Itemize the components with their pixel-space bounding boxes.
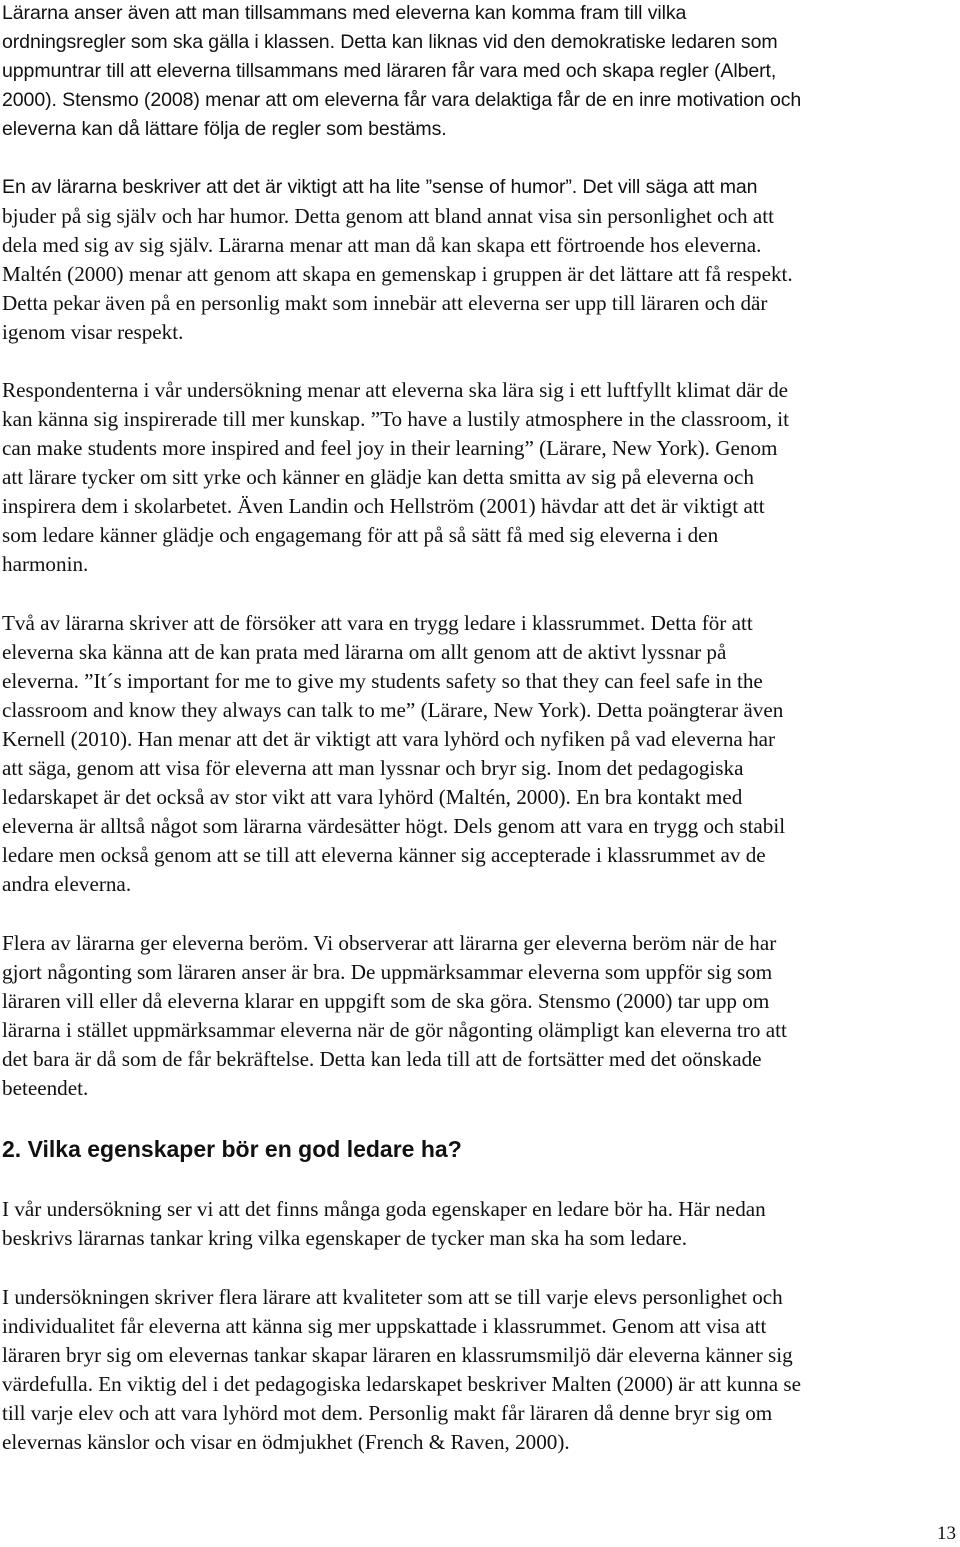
- text-line: harmonin.: [2, 552, 89, 576]
- text-line: värdefulla. En viktig del i det pedagogiska ledarskapet beskriver Malten (2000) är att kunna se: [2, 1372, 801, 1396]
- text-line: ledarskapet är det också av stor vikt att vara lyhörd (Maltén, 2000). En bra kontakt med: [2, 785, 743, 809]
- paragraph-1: [2, 0, 958, 144]
- text-line: Kernell (2010). Han menar att det är viktigt att vara lyhörd och nyfiken på vad eleverna har: [2, 727, 776, 751]
- text-line: 2000). Stensmo (2008) menar att om eleverna får vara delaktiga får de en inre motivation och: [2, 89, 802, 111]
- text-line: gjort någonting som läraren anser är bra. De uppmärksammar eleverna som uppför sig som: [2, 960, 773, 984]
- text-line: Lärarna anser även att man tillsammans med eleverna kan komma fram till vilka: [2, 2, 687, 24]
- paragraph-3: [2, 376, 958, 579]
- text-line: I undersökningen skriver flera lärare att kvaliteter som att se till varje elevs personlighet och: [2, 1285, 783, 1309]
- text-line: ledare men också genom att se till att eleverna känner sig accepterade i klassrummet av de: [2, 843, 766, 867]
- text-line: En av lärarna beskriver att det är viktigt att ha lite ”sense of humor”. Det vill säga att man: [2, 176, 758, 198]
- text-line: läraren bryr sig om elevernas tankar skapar läraren en klassrumsmiljö där eleverna känner sig: [2, 1343, 793, 1367]
- text-line: Detta pekar även på en personlig makt som innebär att eleverna ser upp till läraren och där: [2, 291, 768, 315]
- text-line: ordningsregler som ska gälla i klassen. Detta kan liknas vid den demokratiske ledaren som: [2, 31, 778, 53]
- text-line: att säga, genom att visa för eleverna att man lyssnar och bryr sig. Inom det pedagogiska: [2, 756, 744, 780]
- paragraph-6: [2, 1195, 958, 1253]
- text-line: som ledare känner glädje och engagemang för att på så sätt få med sig eleverna i den: [2, 523, 719, 547]
- text-line: bjuder på sig själv och har humor. Detta genom att bland annat visa sin personlighet och att: [2, 204, 775, 228]
- text-line: inspirera dem i skolarbetet. Även Landin och Hellström (2001) hävdar att det är viktigt att: [2, 494, 765, 518]
- text-line: uppmuntrar till att eleverna tillsammans med läraren får vara med och skapa regler (Albert,: [2, 60, 777, 82]
- paragraph-5: [2, 929, 958, 1103]
- text-line: andra eleverna.: [2, 872, 132, 896]
- text-line: att lärare tycker om sitt yrke och känner en glädje kan detta smitta av sig på eleverna och: [2, 465, 754, 489]
- text-line: Respondenterna i vår undersökning menar att eleverna ska lära sig i ett luftfyllt klimat där de: [2, 378, 789, 402]
- text-line: det bara är då som de får bekräftelse. Detta kan leda till att de fortsätter med det oönskade: [2, 1047, 762, 1071]
- text-line: I vår undersökning ser vi att det finns många goda egenskaper en ledare bör ha. Här nedan: [2, 1197, 766, 1221]
- page-number: 13: [937, 1523, 956, 1544]
- text-line: igenom visar respekt.: [2, 320, 184, 344]
- text-line: Två av lärarna skriver att de försöker att vara en trygg ledare i klassrummet. Detta för att: [2, 611, 753, 635]
- text-line: till varje elev och att vara lyhörd mot dem. Personlig makt får läraren då denne bryr sig om: [2, 1401, 773, 1425]
- paragraph-7: [2, 1283, 958, 1457]
- section-heading: 2. Vilka egenskaper bör en god ledare ha?: [2, 1136, 462, 1162]
- text-line: elevernas känslor och visar en ödmjukhet (French & Raven, 2000).: [2, 1430, 570, 1454]
- text-line: eleverna är alltså något som lärarna värdesätter högt. Dels genom att vara en trygg och stabil: [2, 814, 786, 838]
- text-line: dela med sig av sig själv. Lärarna menar att man då kan skapa ett förtroende hos eleverna.: [2, 233, 762, 257]
- text-line: classroom and know they always can talk to me” (Lärare, New York). Detta poängterar även: [2, 698, 784, 722]
- text-line: eleverna kan då lättare följa de regler som bestäms.: [2, 118, 447, 140]
- text-line: can make students more inspired and feel joy in their learning” (Lärare, New York). Genom: [2, 436, 778, 460]
- paragraph-4: [2, 609, 958, 899]
- text-line: eleverna ska känna att de kan prata med lärarna om allt genom att de aktivt lyssnar på: [2, 640, 727, 664]
- text-line: läraren vill eller då eleverna klarar en uppgift som de ska göra. Stensmo (2000) tar upp om: [2, 989, 770, 1013]
- paragraph-2: [2, 173, 958, 347]
- text-line: Flera av lärarna ger eleverna beröm. Vi observerar att lärarna ger eleverna beröm när de har: [2, 931, 777, 955]
- text-line: beskrivs lärarnas tankar kring vilka egenskaper de tycker man ska ha som ledare.: [2, 1226, 688, 1250]
- text-line: beteendet.: [2, 1076, 89, 1100]
- text-line: lärarna i stället uppmärksammar eleverna när de gör någonting olämpligt kan eleverna tro att: [2, 1018, 787, 1042]
- text-line: eleverna. ”It´s important for me to give my students safety so that they can feel safe in the: [2, 669, 763, 693]
- text-line: kan känna sig inspirerade till mer kunskap. ”To have a lustily atmosphere in the classroom, it: [2, 407, 789, 431]
- text-line: Maltén (2000) menar att genom att skapa en gemenskap i gruppen är det lättare att få respekt.: [2, 262, 793, 286]
- text-line: individualitet får eleverna att känna sig mer uppskattade i klassrummet. Genom att visa att: [2, 1314, 767, 1338]
